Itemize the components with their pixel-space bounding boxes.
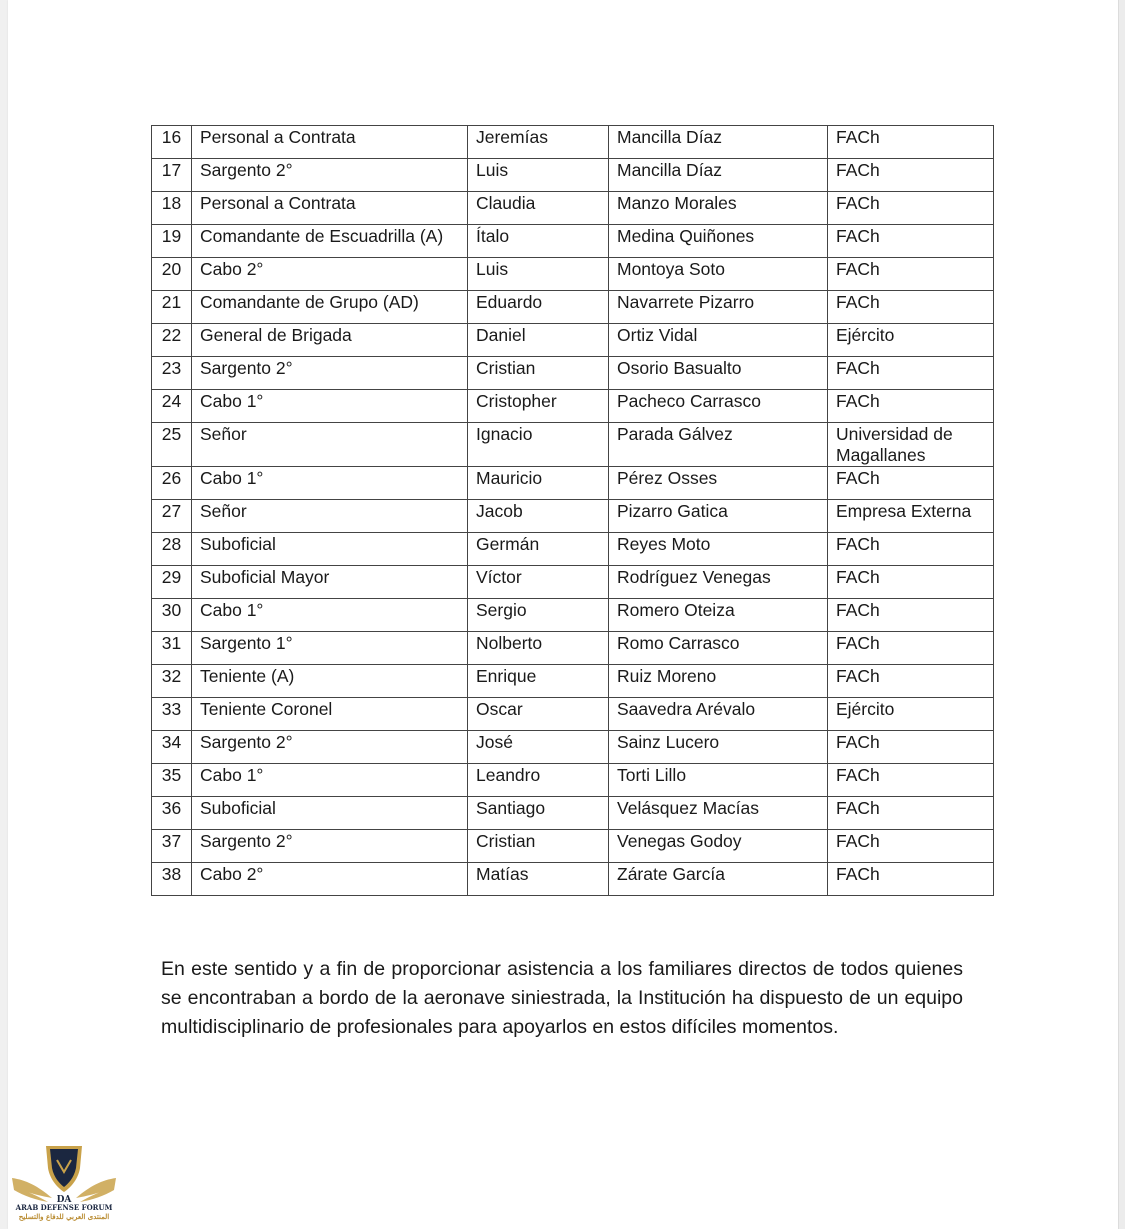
rank-cell: Teniente Coronel — [192, 698, 468, 731]
first-name-cell: Eduardo — [468, 291, 609, 324]
rank-cell: Cabo 1° — [192, 467, 468, 500]
table-row — [152, 566, 994, 599]
organization-cell: FACh — [828, 390, 994, 423]
row-number-cell: 23 — [152, 357, 192, 390]
rank-cell: Sargento 2° — [192, 731, 468, 764]
logo-name-ar: المنتدى العربي للدفاع والتسليح — [18, 1212, 110, 1221]
row-number-cell: 17 — [152, 159, 192, 192]
table-row — [152, 291, 994, 324]
table-row — [152, 192, 994, 225]
organization-cell: FACh — [828, 192, 994, 225]
first-name-cell: Ítalo — [468, 225, 609, 258]
row-number-cell: 18 — [152, 192, 192, 225]
last-name-cell: Ortiz Vidal — [609, 324, 828, 357]
rank-cell: Teniente (A) — [192, 665, 468, 698]
closing-paragraph: En este sentido y a fin de proporcionar asistencia a los familiares directos de todos quienes se encontraban a bordo de la aeronave siniestrada, la Institución ha dispuesto de un equipo multidisciplinario de profesionales para apoyarlos en estos difíciles momentos. — [161, 958, 963, 1038]
organization-cell: FACh — [828, 533, 994, 566]
table-row — [152, 665, 994, 698]
last-name-cell: Rodríguez Venegas — [609, 566, 828, 599]
table-row — [152, 830, 994, 863]
organization-cell: FACh — [828, 258, 994, 291]
rank-cell: Suboficial — [192, 533, 468, 566]
first-name-cell: Cristian — [468, 357, 609, 390]
rank-cell: Comandante de Escuadrilla (A) — [192, 225, 468, 258]
rank-cell: Señor — [192, 500, 468, 533]
first-name-cell: Mauricio — [468, 467, 609, 500]
row-number-cell: 22 — [152, 324, 192, 357]
logo-caption — [8, 1203, 120, 1221]
first-name-cell: Enrique — [468, 665, 609, 698]
rank-cell: Cabo 2° — [192, 863, 468, 896]
first-name-cell: Víctor — [468, 566, 609, 599]
organization-cell: FACh — [828, 159, 994, 192]
row-number-cell: 21 — [152, 291, 192, 324]
rank-cell: Personal a Contrata — [192, 192, 468, 225]
first-name-cell: Germán — [468, 533, 609, 566]
organization-cell: FACh — [828, 863, 994, 896]
organization-cell: FACh — [828, 830, 994, 863]
organization-cell: FACh — [828, 764, 994, 797]
first-name-cell: Sergio — [468, 599, 609, 632]
organization-cell: FACh — [828, 357, 994, 390]
last-name-cell: Zárate García — [609, 863, 828, 896]
last-name-cell: Osorio Basualto — [609, 357, 828, 390]
right-wing-icon — [76, 1178, 116, 1202]
table-row — [152, 863, 994, 896]
last-name-cell: Velásquez Macías — [609, 797, 828, 830]
last-name-cell: Sainz Lucero — [609, 731, 828, 764]
rank-cell: Sargento 2° — [192, 357, 468, 390]
rank-cell: Señor — [192, 423, 468, 467]
last-name-cell: Navarrete Pizarro — [609, 291, 828, 324]
logo-monogram: DA — [56, 1195, 72, 1205]
row-number-cell: 26 — [152, 467, 192, 500]
table-row — [152, 797, 994, 830]
first-name-cell: Leandro — [468, 764, 609, 797]
row-number-cell: 19 — [152, 225, 192, 258]
organization-cell: FACh — [828, 665, 994, 698]
last-name-cell: Pizarro Gatica — [609, 500, 828, 533]
table-row — [152, 258, 994, 291]
table-row — [152, 731, 994, 764]
last-name-cell: Reyes Moto — [609, 533, 828, 566]
rank-cell: Sargento 2° — [192, 159, 468, 192]
rank-cell: Sargento 1° — [192, 632, 468, 665]
first-name-cell: José — [468, 731, 609, 764]
row-number-cell: 29 — [152, 566, 192, 599]
organization-cell: FACh — [828, 467, 994, 500]
organization-cell: FACh — [828, 126, 994, 159]
last-name-cell: Saavedra Arévalo — [609, 698, 828, 731]
row-number-cell: 34 — [152, 731, 192, 764]
table-row — [152, 467, 994, 500]
last-name-cell: Mancilla Díaz — [609, 159, 828, 192]
table-row — [152, 632, 994, 665]
row-number-cell: 37 — [152, 830, 192, 863]
first-name-cell: Jeremías — [468, 126, 609, 159]
last-name-cell: Romo Carrasco — [609, 632, 828, 665]
table-row — [152, 390, 994, 423]
first-name-cell: Santiago — [468, 797, 609, 830]
first-name-cell: Ignacio — [468, 423, 609, 467]
first-name-cell: Cristopher — [468, 390, 609, 423]
organization-cell: FACh — [828, 225, 994, 258]
row-number-cell: 38 — [152, 863, 192, 896]
left-wing-icon — [12, 1178, 52, 1202]
first-name-cell: Jacob — [468, 500, 609, 533]
row-number-cell: 16 — [152, 126, 192, 159]
last-name-cell: Ruiz Moreno — [609, 665, 828, 698]
rank-cell: Suboficial — [192, 797, 468, 830]
last-name-cell: Torti Lillo — [609, 764, 828, 797]
last-name-cell: Medina Quiñones — [609, 225, 828, 258]
row-number-cell: 27 — [152, 500, 192, 533]
table-row — [152, 764, 994, 797]
page-edge — [1118, 0, 1125, 1229]
first-name-cell: Nolberto — [468, 632, 609, 665]
rank-cell: Cabo 2° — [192, 258, 468, 291]
rank-cell: Suboficial Mayor — [192, 566, 468, 599]
last-name-cell: Mancilla Díaz — [609, 126, 828, 159]
first-name-cell: Cristian — [468, 830, 609, 863]
rank-cell: Comandante de Grupo (AD) — [192, 291, 468, 324]
table-row — [152, 500, 994, 533]
organization-cell: FACh — [828, 599, 994, 632]
row-number-cell: 20 — [152, 258, 192, 291]
rank-cell: Personal a Contrata — [192, 126, 468, 159]
rank-cell: Sargento 2° — [192, 830, 468, 863]
last-name-cell: Montoya Soto — [609, 258, 828, 291]
organization-cell: Empresa Externa — [828, 500, 994, 533]
last-name-cell: Manzo Morales — [609, 192, 828, 225]
row-number-cell: 24 — [152, 390, 192, 423]
organization-cell: FACh — [828, 291, 994, 324]
row-number-cell: 30 — [152, 599, 192, 632]
organization-cell: Ejército — [828, 698, 994, 731]
row-number-cell: 35 — [152, 764, 192, 797]
rank-cell: Cabo 1° — [192, 599, 468, 632]
rank-cell: General de Brigada — [192, 324, 468, 357]
personnel-table — [151, 125, 994, 896]
last-name-cell: Venegas Godoy — [609, 830, 828, 863]
organization-cell: FACh — [828, 731, 994, 764]
table-row — [152, 357, 994, 390]
rank-cell: Cabo 1° — [192, 390, 468, 423]
organization-cell: FACh — [828, 566, 994, 599]
table-row — [152, 225, 994, 258]
first-name-cell: Claudia — [468, 192, 609, 225]
personnel-table-body — [152, 126, 994, 896]
table-row — [152, 533, 994, 566]
table-row — [152, 698, 994, 731]
last-name-cell: Parada Gálvez — [609, 423, 828, 467]
first-name-cell: Oscar — [468, 698, 609, 731]
table-row — [152, 324, 994, 357]
last-name-cell: Pérez Osses — [609, 467, 828, 500]
organization-cell: Ejército — [828, 324, 994, 357]
first-name-cell: Luis — [468, 258, 609, 291]
row-number-cell: 32 — [152, 665, 192, 698]
table-row — [152, 423, 994, 467]
table-row — [152, 126, 994, 159]
first-name-cell: Matías — [468, 863, 609, 896]
last-name-cell: Pacheco Carrasco — [609, 390, 828, 423]
row-number-cell: 36 — [152, 797, 192, 830]
row-number-cell: 33 — [152, 698, 192, 731]
table-row — [152, 599, 994, 632]
organization-cell: FACh — [828, 797, 994, 830]
row-number-cell: 28 — [152, 533, 192, 566]
table-row — [152, 159, 994, 192]
organization-cell: FACh — [828, 632, 994, 665]
first-name-cell: Luis — [468, 159, 609, 192]
row-number-cell: 25 — [152, 423, 192, 467]
row-number-cell: 31 — [152, 632, 192, 665]
rank-cell: Cabo 1° — [192, 764, 468, 797]
logo-name-en: ARAB DEFENSE FORUM — [15, 1203, 113, 1212]
last-name-cell: Romero Oteiza — [609, 599, 828, 632]
first-name-cell: Daniel — [468, 324, 609, 357]
organization-cell: Universidad de Magallanes — [828, 423, 994, 467]
